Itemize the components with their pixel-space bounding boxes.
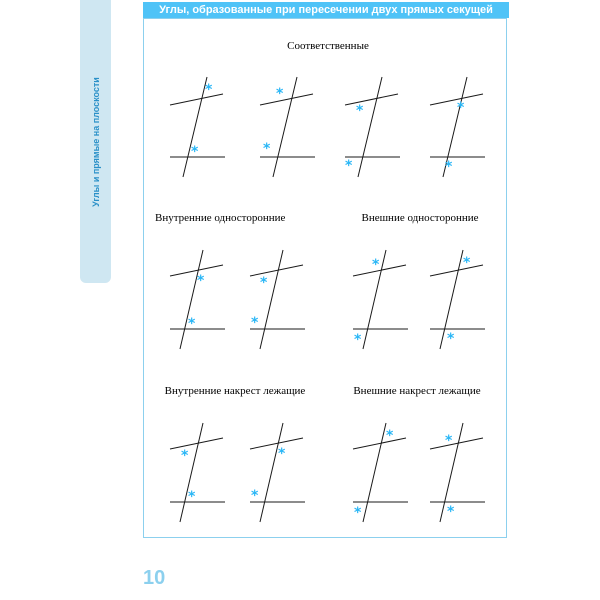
diagram-interior-same-side-2: [245, 245, 315, 355]
diagram-interior-same-side-1: [165, 245, 235, 355]
diagram-corresponding-2: [255, 72, 325, 182]
section-title-interior-same-side: Внутренние односторонние: [155, 212, 286, 224]
diagram-exterior-same-side-1: [348, 245, 418, 355]
angle-marker: *: [345, 158, 353, 174]
angle-marker: *: [188, 489, 196, 505]
section-title-interior-alternate: Внутренние накрест лежащие: [164, 385, 306, 397]
angle-marker: *: [197, 273, 205, 289]
angle-marker: *: [386, 428, 394, 444]
diagram-exterior-same-side-2: [425, 245, 495, 355]
angle-marker: *: [356, 103, 364, 119]
diagram-exterior-alternate-2: [425, 418, 495, 528]
angle-marker: *: [188, 316, 196, 332]
section-title-exterior-alternate: Внешние накрест лежащие: [353, 385, 481, 397]
angle-marker: *: [251, 315, 259, 331]
angle-marker: *: [260, 275, 268, 291]
angle-marker: *: [191, 144, 199, 160]
angle-marker: *: [372, 257, 380, 273]
page-number: 10: [143, 567, 166, 589]
side-tab-label: Углы и прямые на плоскости: [90, 76, 101, 207]
side-tab-label-wrap: [80, 0, 111, 283]
angle-marker: *: [447, 331, 455, 347]
diagram-interior-alternate-1: [165, 418, 235, 528]
angle-marker: *: [354, 505, 362, 521]
page-title: Углы, образованные при пересечении двух прямых секущей: [143, 2, 509, 18]
diagram-corresponding-3: [340, 72, 410, 182]
diagram-corresponding-1: [165, 72, 235, 182]
angle-marker: *: [463, 255, 471, 271]
angle-marker: *: [263, 141, 271, 157]
angle-marker: *: [445, 159, 453, 175]
diagram-exterior-alternate-1: [348, 418, 418, 528]
angle-marker: *: [445, 433, 453, 449]
angle-marker: *: [447, 504, 455, 520]
angle-marker: *: [205, 82, 213, 98]
diagram-interior-alternate-2: [245, 418, 315, 528]
angle-marker: *: [354, 332, 362, 348]
angle-marker: *: [251, 488, 259, 504]
angle-marker: *: [181, 448, 189, 464]
diagram-corresponding-4: [425, 72, 495, 182]
angle-marker: *: [276, 86, 284, 102]
section-title-corresponding: Соответственные: [287, 40, 369, 52]
angle-marker: *: [278, 446, 286, 462]
section-title-exterior-same-side: Внешние односторонние: [361, 212, 479, 224]
angle-marker: *: [457, 100, 465, 116]
